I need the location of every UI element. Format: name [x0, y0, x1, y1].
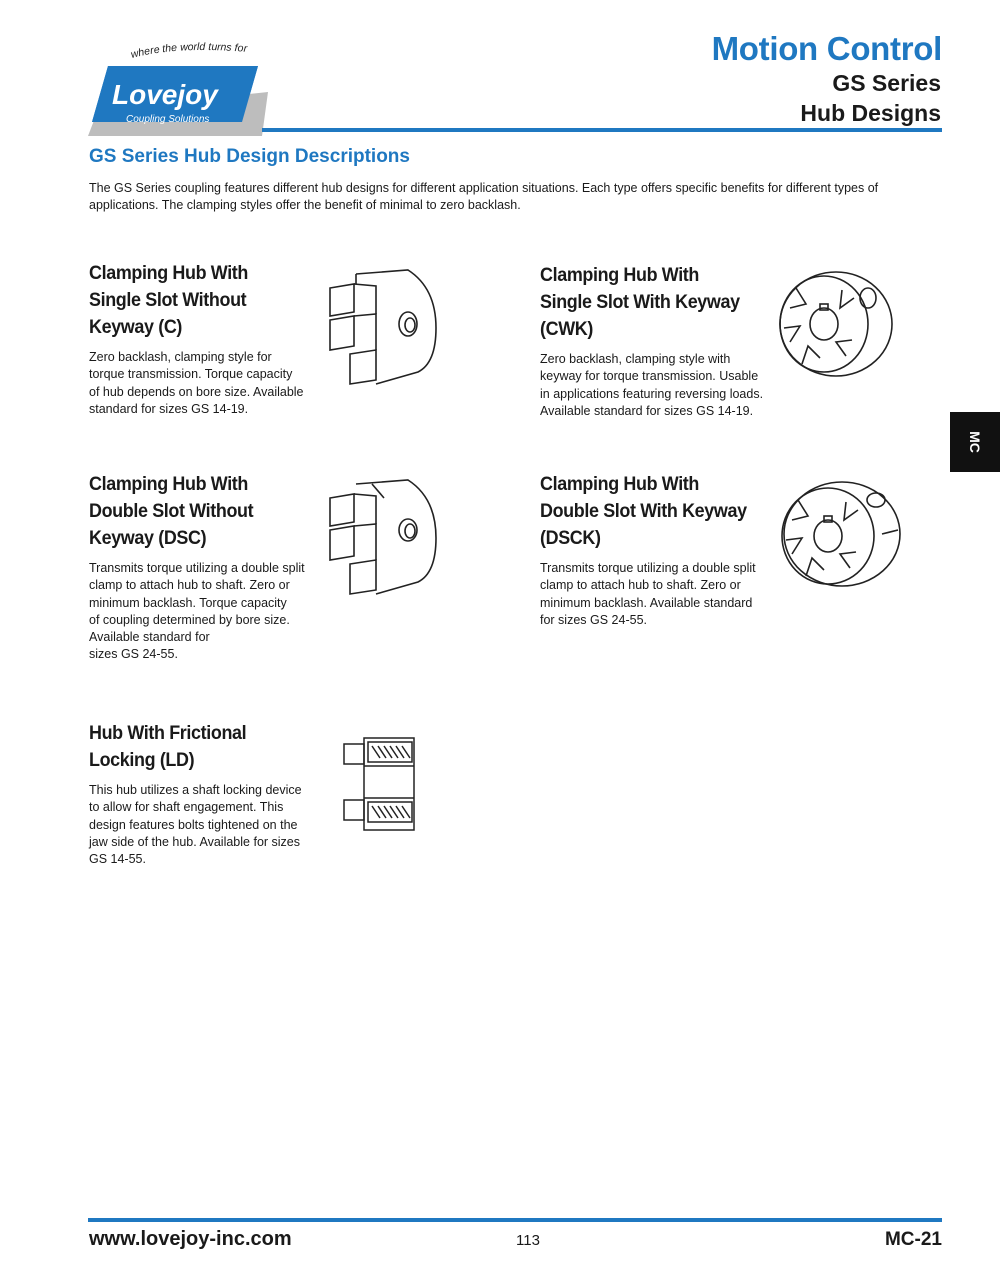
hub-block-dsc — [89, 471, 305, 664]
frictional-locking-hub-drawing — [340, 736, 420, 832]
hub-title: Clamping Hub With Double Slot With Keyway (DSCK) — [540, 473, 747, 549]
logo-sub: Coupling Solutions — [126, 114, 210, 125]
page-number: 113 — [516, 1232, 540, 1249]
hub-block-c — [89, 260, 304, 418]
hub-title: Clamping Hub With Double Slot Without Keyway (DSC) — [89, 473, 254, 549]
hub-block-dsck — [540, 471, 765, 629]
logo-tagline: where the world turns for — [129, 40, 248, 61]
section-heading: GS Series Hub Design Descriptions — [89, 146, 410, 167]
lovejoy-logo — [86, 40, 268, 138]
section-intro: The GS Series coupling features different hub designs for different application situations. Each type offers specific benefits for different types of applications. The clamping styles offer the benefit of minimal to zero backlash. — [89, 181, 879, 212]
hub-block-cwk — [540, 262, 763, 420]
hub-description: Transmits torque utilizing a double split clamp to attach hub to shaft. Zero or minimum backlash. Available standard for sizes GS 24-55. — [540, 561, 756, 627]
page-subtitle-series: GS Series — [832, 70, 941, 96]
hub-title: Hub With Frictional Locking (LD) — [89, 722, 247, 771]
hub-block-ld — [89, 720, 302, 868]
footer-url: www.lovejoy-inc.com — [89, 1228, 292, 1250]
page-title: Motion Control — [711, 30, 942, 67]
hub-description: Transmits torque utilizing a double split clamp to attach hub to shaft. Zero or minimum backlash. Torque capacity of coupling determined by bore size. Available standard for sizes GS 24-55. — [89, 561, 305, 662]
section-tab — [950, 412, 1000, 472]
hub-description: Zero backlash, clamping style for torque transmission. Torque capacity of hub depends on bore size. Available standard for sizes GS 14-19. — [89, 350, 304, 416]
section-tab-label: MC — [967, 431, 983, 453]
header-divider — [262, 128, 942, 132]
page-code: MC-21 — [884, 1229, 942, 1250]
clamping-hub-dsc-drawing — [326, 478, 441, 600]
svg-text:where the world turns for — [130, 41, 248, 61]
clamping-hub-dsck-drawing — [778, 478, 902, 590]
page-subtitle-topic: Hub Designs — [800, 100, 941, 126]
logo-wordmark: Lovejoy — [112, 79, 218, 110]
hub-description: Zero backlash, clamping style with keyway for torque transmission. Usable in applications featuring reversing loads. Available standard for sizes GS 14-19. — [540, 352, 764, 418]
hub-description: This hub utilizes a shaft locking device to allow for shaft engagement. This design features bolts tightened on the jaw side of the hub. Available for sizes GS 14-55. — [89, 783, 302, 867]
clamping-hub-cwk-drawing — [776, 268, 894, 380]
hub-title: Clamping Hub With Single Slot With Keyway (CWK) — [540, 264, 740, 340]
hub-title: Clamping Hub With Single Slot Without Keyway (C) — [89, 262, 249, 338]
footer-divider — [88, 1218, 942, 1222]
clamping-hub-c-drawing — [326, 268, 441, 390]
